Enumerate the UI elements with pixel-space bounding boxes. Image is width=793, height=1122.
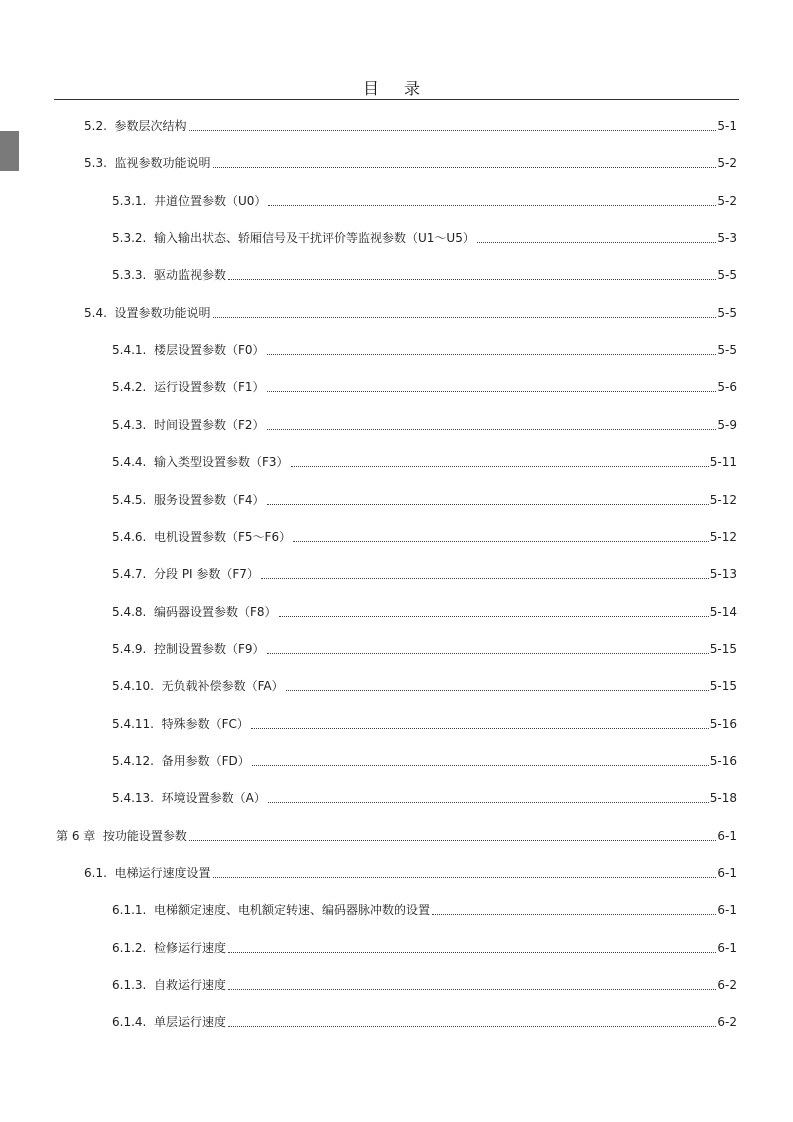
toc-entry-leader-dots bbox=[252, 764, 709, 766]
toc-entry-leader-dots bbox=[267, 652, 709, 654]
toc-entry[interactable] bbox=[112, 939, 737, 957]
toc-entry[interactable] bbox=[84, 154, 737, 172]
toc-entry-title: 监视参数功能说明 bbox=[114, 156, 211, 171]
toc-entry[interactable] bbox=[112, 491, 737, 509]
toc-entry-gap bbox=[146, 976, 154, 994]
toc-entry-page: 5-13 bbox=[709, 567, 737, 582]
toc-entry-gap bbox=[154, 752, 162, 770]
toc-entry-gap bbox=[107, 864, 115, 882]
toc-entry[interactable] bbox=[112, 453, 737, 471]
toc-entry-page: 6-1 bbox=[717, 903, 737, 918]
toc-entry-page: 5-9 bbox=[717, 417, 737, 432]
toc-entry-leader-dots bbox=[291, 465, 709, 467]
toc-entry-leader-dots bbox=[293, 540, 709, 542]
toc-entry-title: 编码器设置参数（F8） bbox=[154, 604, 277, 619]
toc-entry-title: 驱动监视参数 bbox=[154, 268, 227, 283]
toc-entry-leader-dots bbox=[268, 204, 716, 206]
toc-entry-number: 5.2. bbox=[84, 119, 107, 133]
toc-entry-number: 5.4.6. bbox=[112, 529, 147, 544]
toc-entry-number: 5.4.9. bbox=[112, 641, 147, 656]
toc-entry-number: 5.4.4. bbox=[112, 455, 147, 470]
toc-entry-page: 5-3 bbox=[717, 231, 737, 246]
toc-entry-page: 5-15 bbox=[709, 679, 737, 694]
toc-entry-number: 5.4.7. bbox=[112, 567, 147, 582]
toc-entry-gap bbox=[146, 378, 154, 396]
toc-entry-gap bbox=[146, 416, 154, 434]
toc-entry-gap bbox=[146, 341, 154, 359]
toc-entry-gap bbox=[107, 154, 115, 172]
toc-entry-title: 电机设置参数（F5～F6） bbox=[154, 529, 292, 544]
toc-entry-title: 分段 PI 参数（F7） bbox=[154, 567, 259, 582]
toc-entry-number: 5.3.2. bbox=[112, 231, 147, 246]
toc-entry-page: 5-12 bbox=[709, 492, 737, 507]
toc-entry[interactable] bbox=[112, 1013, 737, 1031]
toc-entry-title: 运行设置参数（F1） bbox=[154, 380, 265, 395]
toc-entry-title: 备用参数（FD） bbox=[161, 754, 250, 768]
toc-entry[interactable] bbox=[112, 677, 737, 695]
toc-entry[interactable] bbox=[84, 304, 737, 322]
toc-entry-leader-dots bbox=[286, 689, 709, 691]
toc-entry-leader-dots bbox=[477, 241, 717, 243]
toc-entry-gap bbox=[146, 603, 154, 621]
toc-entry-leader-dots bbox=[228, 278, 716, 280]
toc-entry-number: 5.3. bbox=[84, 156, 107, 171]
toc-entry-page: 5-6 bbox=[717, 380, 737, 395]
toc-entry-title: 单层运行速度 bbox=[154, 1015, 227, 1030]
toc-entry-gap bbox=[146, 453, 154, 471]
toc-entry-title: 参数层次结构 bbox=[114, 119, 187, 133]
toc-entry-number: 5.4.3. bbox=[112, 417, 147, 432]
toc-entry-title: 检修运行速度 bbox=[154, 940, 227, 955]
toc-entry-leader-dots bbox=[432, 913, 716, 915]
toc-entry-leader-dots bbox=[261, 577, 709, 579]
toc-entry-title: 电梯额定速度、电机额定转速、编码器脉冲数的设置 bbox=[154, 903, 431, 918]
toc-entry-title: 电梯运行速度设置 bbox=[114, 866, 211, 880]
toc-entry-page: 5-1 bbox=[717, 119, 737, 133]
toc-entry[interactable] bbox=[112, 901, 737, 919]
toc-entry[interactable] bbox=[112, 640, 737, 658]
toc-entry[interactable] bbox=[112, 341, 737, 359]
toc-entry-page: 6-1 bbox=[717, 866, 737, 880]
toc-entry-number: 6.1.2. bbox=[112, 940, 147, 955]
toc-entry[interactable] bbox=[112, 789, 737, 807]
toc-entry-title: 设置参数功能说明 bbox=[114, 305, 211, 320]
toc-entry-gap bbox=[95, 827, 103, 845]
toc-entry-leader-dots bbox=[267, 353, 717, 355]
toc-entry[interactable] bbox=[112, 603, 737, 621]
toc-entry-gap bbox=[154, 715, 162, 733]
toc-entry[interactable] bbox=[112, 565, 737, 583]
toc-entry-page: 5-16 bbox=[709, 716, 737, 731]
toc-entry-leader-dots bbox=[189, 839, 716, 841]
toc-entry-gap bbox=[146, 528, 154, 546]
toc-entry-gap bbox=[146, 192, 154, 210]
toc-entry-page: 5-5 bbox=[717, 305, 737, 320]
toc-entry-leader-dots bbox=[251, 727, 709, 729]
toc-entry-leader-dots bbox=[268, 801, 709, 803]
toc-entry-page: 5-11 bbox=[709, 455, 737, 470]
toc-entry-gap bbox=[146, 266, 154, 284]
toc-entry-gap bbox=[107, 304, 115, 322]
toc-entry[interactable] bbox=[112, 715, 737, 733]
toc-entry[interactable] bbox=[112, 266, 737, 284]
toc-entry-page: 5-12 bbox=[709, 529, 737, 544]
toc-entry[interactable] bbox=[84, 117, 737, 135]
toc-entry-page: 6-1 bbox=[717, 828, 737, 843]
toc-entry-leader-dots bbox=[267, 503, 709, 505]
toc-entry-gap bbox=[154, 789, 162, 807]
toc-entry-page: 6-2 bbox=[717, 1015, 737, 1030]
toc-entry-number: 5.4.13. bbox=[112, 791, 154, 806]
toc-entry-title: 时间设置参数（F2） bbox=[154, 417, 265, 432]
toc-entry-title: 井道位置参数（U0） bbox=[154, 193, 267, 208]
toc-entry-number: 5.4.11. bbox=[112, 716, 154, 731]
toc-entry-gap bbox=[146, 229, 154, 247]
toc-entry-gap bbox=[146, 491, 154, 509]
toc-entry-number: 5.4.1. bbox=[112, 343, 147, 358]
toc-entry-number: 5.4.10. bbox=[112, 679, 154, 694]
toc-entry-page: 5-18 bbox=[709, 791, 737, 806]
toc-entry[interactable] bbox=[112, 229, 737, 247]
page-title: 目 录 bbox=[362, 79, 431, 98]
toc-entry-number: 5.4.2. bbox=[112, 380, 147, 395]
toc-entry-leader-dots bbox=[267, 390, 717, 392]
toc-entry[interactable] bbox=[84, 864, 737, 882]
toc-entry-gap bbox=[146, 1013, 154, 1031]
toc-entry-page: 6-2 bbox=[717, 978, 737, 993]
toc-entry-title: 无负载补偿参数（FA） bbox=[161, 679, 284, 694]
toc-entry-leader-dots bbox=[228, 1025, 716, 1027]
toc-entry-page: 5-5 bbox=[717, 268, 737, 283]
toc-entry[interactable] bbox=[112, 752, 737, 770]
toc-entry-page: 5-15 bbox=[709, 641, 737, 656]
toc-entry-title: 按功能设置参数 bbox=[102, 828, 187, 843]
toc-entry-leader-dots bbox=[228, 988, 716, 990]
toc-entry-number: 6.1.3. bbox=[112, 978, 147, 993]
toc-entry-page: 5-16 bbox=[709, 754, 737, 768]
toc-entry-gap bbox=[146, 565, 154, 583]
toc-entry-number: 6.1.4. bbox=[112, 1015, 147, 1030]
toc-entry-leader-dots bbox=[267, 428, 717, 430]
toc-entry-title: 服务设置参数（F4） bbox=[154, 492, 265, 507]
toc-entry-page: 6-1 bbox=[717, 940, 737, 955]
toc-entry-title: 特殊参数（FC） bbox=[161, 716, 249, 731]
toc-entry[interactable] bbox=[112, 976, 737, 994]
toc-entry-gap bbox=[146, 640, 154, 658]
toc-entry-number: 6.1. bbox=[84, 866, 107, 880]
toc-entry-number: 6.1.1. bbox=[112, 903, 147, 918]
toc-entry-title: 输入类型设置参数（F3） bbox=[154, 455, 289, 470]
toc-entry-leader-dots bbox=[189, 129, 717, 131]
toc-entry-number: 5.4.8. bbox=[112, 604, 147, 619]
toc-entry-gap bbox=[146, 901, 154, 919]
toc-entry-leader-dots bbox=[228, 951, 716, 953]
toc-entry-leader-dots bbox=[213, 876, 717, 878]
toc-entry-gap bbox=[107, 117, 115, 135]
toc-entry-leader-dots bbox=[213, 166, 717, 168]
toc-entry-title: 环境设置参数（A） bbox=[161, 791, 266, 806]
toc-entry-gap bbox=[146, 939, 154, 957]
toc-entry-title: 输入输出状态、轿厢信号及干扰评价等监视参数（U1～U5） bbox=[154, 231, 475, 246]
toc-entry[interactable] bbox=[112, 416, 737, 434]
toc-entry[interactable] bbox=[112, 528, 737, 546]
toc-entry-leader-dots bbox=[279, 615, 709, 617]
toc-entry[interactable] bbox=[56, 827, 737, 845]
toc-entry-title: 控制设置参数（F9） bbox=[154, 641, 265, 656]
toc-entry-page: 5-14 bbox=[709, 604, 737, 619]
toc-entry-number: 5.3.3. bbox=[112, 268, 147, 283]
toc-entry-page: 5-5 bbox=[717, 343, 737, 358]
toc-entry-page: 5-2 bbox=[717, 193, 737, 208]
toc-entry-page: 5-2 bbox=[717, 156, 737, 171]
toc-entry-title: 自救运行速度 bbox=[154, 978, 227, 993]
toc-entry-leader-dots bbox=[213, 316, 717, 318]
toc-entry[interactable] bbox=[112, 192, 737, 210]
toc-entry-number: 5.4. bbox=[84, 305, 107, 320]
toc-entry-number: 5.4.5. bbox=[112, 492, 147, 507]
toc-entry-number: 5.4.12. bbox=[112, 754, 154, 768]
toc-entry-gap bbox=[154, 677, 162, 695]
toc-entry-title: 楼层设置参数（F0） bbox=[154, 343, 265, 358]
toc-entry-number: 5.3.1. bbox=[112, 193, 147, 208]
toc-entry-number: 第 6 章 bbox=[56, 828, 96, 843]
toc-entry[interactable] bbox=[112, 378, 737, 396]
